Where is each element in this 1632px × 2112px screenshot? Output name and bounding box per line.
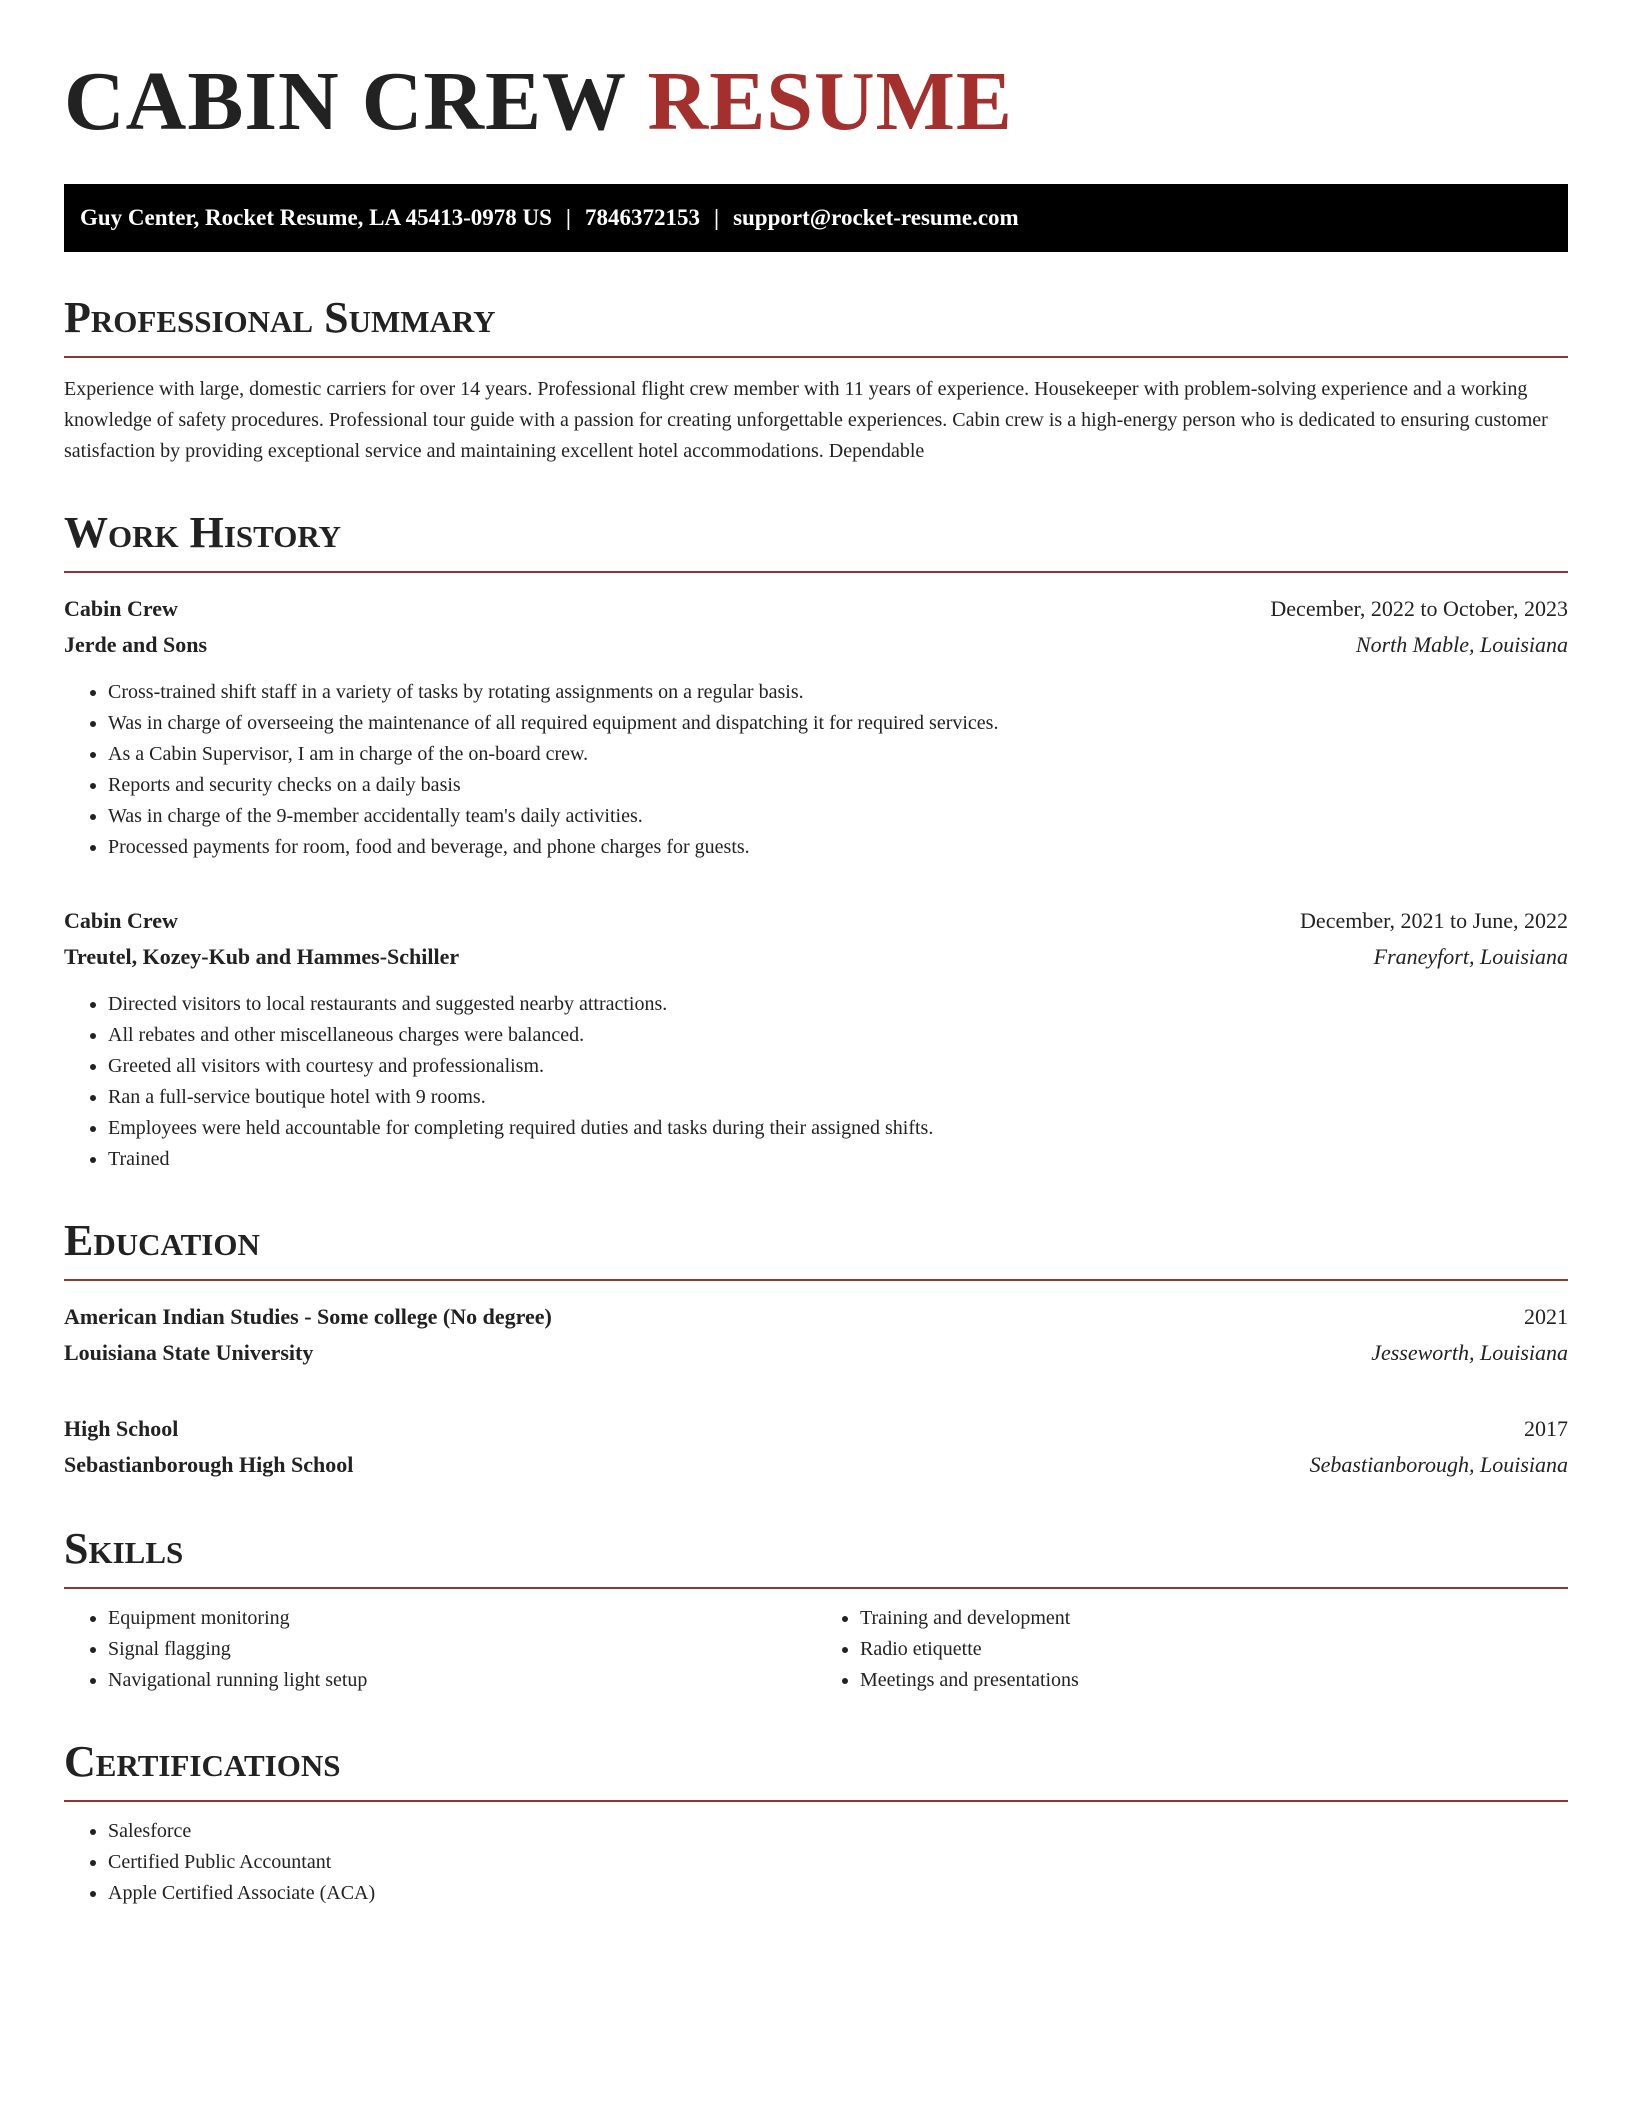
list-item: • Salesforce	[108, 1816, 1568, 1847]
list-item: • Reports and security checks on a daily basis	[108, 770, 1568, 801]
contact-email: support@rocket-resume.com	[733, 205, 1019, 230]
job-location: North Mable, Louisiana	[1355, 632, 1568, 657]
education-school-row	[64, 1335, 1568, 1371]
job-duties-list	[64, 989, 1568, 1175]
skills-list-right	[816, 1603, 1568, 1696]
job-entry	[64, 903, 1568, 1175]
education-school-row	[64, 1447, 1568, 1483]
list-item: • Meetings and presentations	[860, 1665, 1568, 1696]
list-item: • Equipment monitoring	[108, 1603, 816, 1634]
work-history-heading: Work History	[64, 511, 1568, 573]
job-company: Jerde and Sons	[64, 632, 208, 657]
job-dates: December, 2022 to October, 2023	[1270, 596, 1568, 621]
summary-heading: Professional Summary	[64, 296, 1568, 358]
title-part-1: CABIN CREW	[64, 55, 626, 148]
list-item: • Ran a full-service boutique hotel with 9 rooms.	[108, 1082, 1568, 1113]
education-school: Louisiana State University	[64, 1340, 314, 1365]
contact-phone: 7846372153	[584, 205, 700, 230]
contact-separator: |	[565, 205, 571, 230]
job-company-row	[64, 627, 1568, 663]
education-heading: Education	[64, 1219, 1568, 1281]
job-entry	[64, 591, 1568, 863]
job-company: Treutel, Kozey-Kub and Hammes-Schiller	[64, 944, 460, 969]
certifications-list	[64, 1816, 1568, 1909]
education-location: Sebastianborough, Louisiana	[1309, 1452, 1568, 1477]
list-item: • Greeted all visitors with courtesy and professionalism.	[108, 1051, 1568, 1082]
list-item: • As a Cabin Supervisor, I am in charge of the on-board crew.	[108, 739, 1568, 770]
contact-separator: |	[713, 205, 720, 230]
education-degree-row	[64, 1411, 1568, 1447]
list-item: • Radio etiquette	[860, 1634, 1568, 1665]
education-school: Sebastianborough High School	[64, 1452, 354, 1477]
education-location: Jesseworth, Louisiana	[1371, 1340, 1568, 1365]
job-dates: December, 2021 to June, 2022	[1300, 908, 1568, 933]
education-degree: High School	[64, 1416, 179, 1441]
list-item: • Signal flagging	[108, 1634, 816, 1665]
list-item: • Training and development	[860, 1603, 1568, 1634]
certifications-heading: Certifications	[64, 1740, 1568, 1802]
certifications-section	[64, 1816, 1568, 1909]
contact-bar	[64, 184, 1568, 252]
education-entry	[64, 1411, 1568, 1483]
list-item: • Cross-trained shift staff in a variety of tasks by rotating assignments on a regular basis.	[108, 677, 1568, 708]
skills-heading: Skills	[64, 1527, 1568, 1589]
list-item: • Employees were held accountable for completing required duties and tasks during their assigned shifts.	[108, 1113, 1568, 1144]
list-item: • Navigational running light setup	[108, 1665, 816, 1696]
job-title-row	[64, 903, 1568, 939]
summary-text: Experience with large, domestic carriers for over 14 years. Professional flight crew member with 11 years of experience. Housekeeper with problem-solving experience and a working knowledge of safety procedures. Professional tour guide with a passion for creating unforgettable experiences. Cabin crew is a high-energy person who is dedicated to ensuring customer satisfaction by providing exceptional service and maintaining excellent hotel accommodations. Dependable	[64, 378, 1548, 462]
list-item: • Processed payments for room, food and beverage, and phone charges for guests.	[108, 832, 1568, 863]
contact-address: Guy Center, Rocket Resume, LA 45413-0978 US	[80, 205, 552, 230]
title-part-2: RESUME	[647, 55, 1013, 148]
list-item: • Was in charge of the 9-member accidentally team's daily activities.	[108, 801, 1568, 832]
skills-grid	[64, 1603, 1568, 1696]
resume-title	[64, 55, 1568, 148]
list-item: • Was in charge of overseeing the maintenance of all required equipment and dispatching it for required services.	[108, 708, 1568, 739]
job-title-row	[64, 591, 1568, 627]
list-item: • Certified Public Accountant	[108, 1847, 1568, 1878]
job-title: Cabin Crew	[64, 908, 178, 933]
list-item: • Apple Certified Associate (ACA)	[108, 1878, 1568, 1909]
education-entry	[64, 1299, 1568, 1371]
education-degree: American Indian Studies - Some college (No degree)	[64, 1304, 552, 1329]
list-item: • Directed visitors to local restaurants and suggested nearby attractions.	[108, 989, 1568, 1020]
job-location: Franeyfort, Louisiana	[1373, 944, 1568, 969]
job-company-row	[64, 939, 1568, 975]
list-item: • All rebates and other miscellaneous charges were balanced.	[108, 1020, 1568, 1051]
skills-list-left	[64, 1603, 816, 1696]
job-duties-list	[64, 677, 1568, 863]
education-year: 2021	[1524, 1304, 1568, 1329]
education-degree-row	[64, 1299, 1568, 1335]
list-item: • Trained	[108, 1144, 1568, 1175]
education-year: 2017	[1524, 1416, 1568, 1441]
job-title: Cabin Crew	[64, 596, 178, 621]
